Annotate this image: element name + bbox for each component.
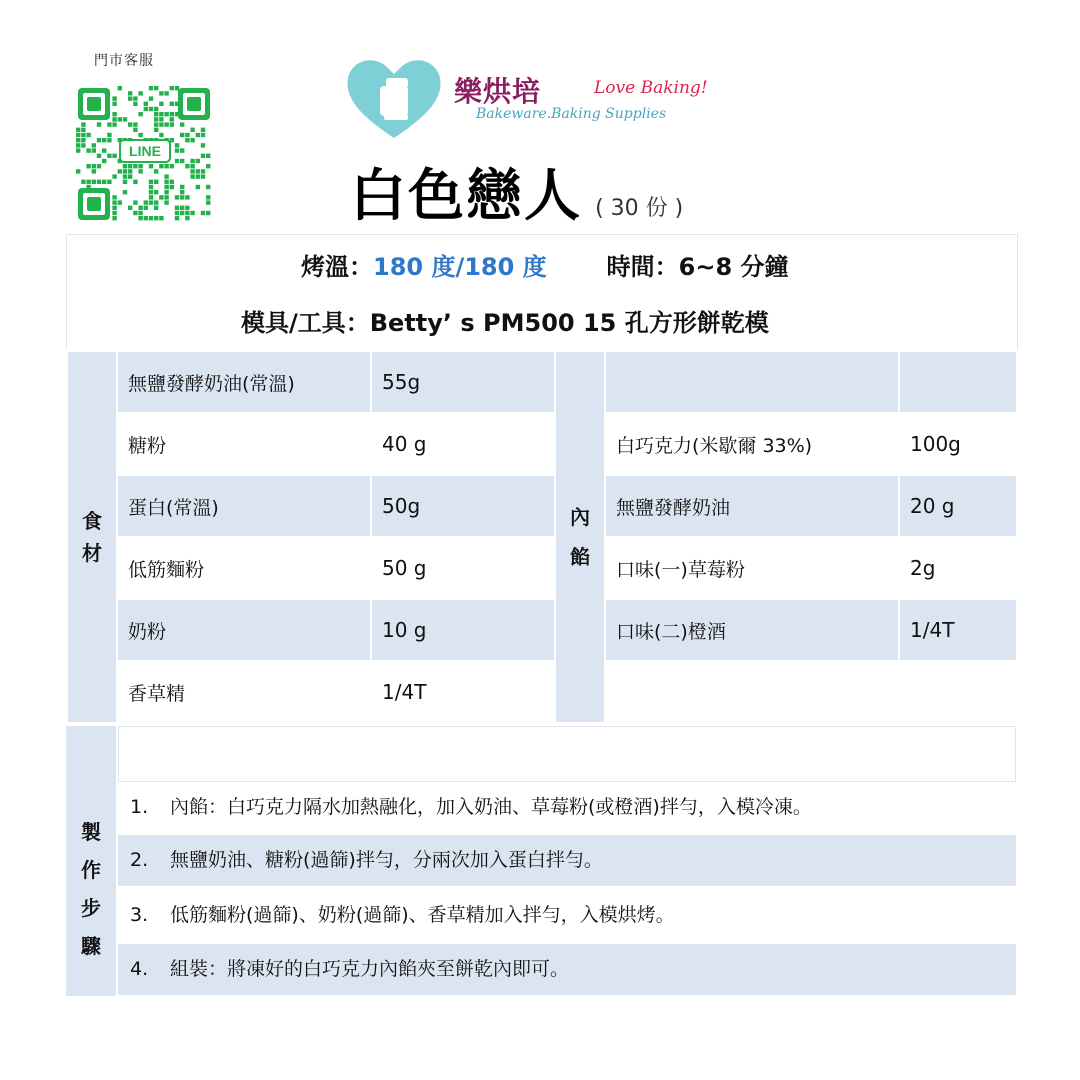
mold-line: [241, 303, 769, 338]
brand-logo: [344, 56, 764, 140]
filling-qty: 100g: [899, 413, 1017, 475]
baking-info: [66, 234, 1018, 351]
filling-label-char: 內: [570, 505, 590, 529]
ingredient-name: 無鹽發酵奶油(常溫): [117, 351, 371, 413]
table-row: [67, 475, 1017, 537]
ingredients-table: [66, 350, 1018, 724]
ingredient-qty: 50g: [371, 475, 555, 537]
ingredient-qty: 10 g: [371, 599, 555, 661]
temp-value: 180 度/180 度: [373, 253, 547, 281]
method-steps: [66, 782, 1016, 996]
servings: ( 30 份 ): [595, 196, 684, 221]
filling-name: 白巧克力(米歇爾 33%): [605, 413, 899, 475]
steps-label-char: 製: [81, 820, 101, 844]
ingredient-qty: 50 g: [371, 537, 555, 599]
time-value: 6~8 分鐘: [678, 253, 789, 281]
filling-qty: 20 g: [899, 475, 1017, 537]
ingredient-qty: 40 g: [371, 413, 555, 475]
ingredient-name: 蛋白(常溫): [117, 475, 371, 537]
ingredient-qty: 1/4T: [371, 661, 555, 723]
filling-qty: [899, 351, 1017, 413]
filling-label: [555, 351, 605, 723]
steps-label-char: 驟: [81, 934, 101, 958]
blank-row-cell: [118, 726, 1016, 782]
temp-time-line: [301, 247, 789, 282]
step-text: 組裝：將凍好的白巧克力內餡夾至餅乾內即可。: [170, 958, 570, 980]
line-badge-text: LINE: [129, 143, 161, 159]
steps-label-char: 步: [81, 896, 101, 920]
ingredients-label-char: 材: [82, 541, 102, 565]
logo-subtitle: Bakeware.Baking Supplies: [476, 106, 667, 122]
ingredients-label-char: 食: [82, 509, 102, 533]
logo-english-slogan: Love Baking!: [594, 78, 708, 98]
ingredients-label: [67, 351, 117, 723]
blank-row: [66, 726, 1016, 782]
mold-value: Betty’ s PM500 15 孔方形餅乾模: [369, 309, 769, 337]
mold-label: 模具/工具：: [241, 309, 370, 337]
filling-label-char: 餡: [570, 545, 590, 569]
step-number: 3.: [130, 904, 149, 926]
step-text: 低筋麵粉(過篩)、奶粉(過篩)、香草精加入拌勻，入模烘烤。: [170, 904, 675, 926]
step-row: [118, 890, 1016, 941]
heart-mixer-icon: [344, 56, 444, 140]
line-qr-block: [76, 50, 216, 159]
step-number: 1.: [130, 796, 149, 818]
step-row: [118, 944, 1016, 995]
step-row: [118, 835, 1016, 886]
table-row: [67, 537, 1017, 599]
table-row: [67, 599, 1017, 661]
time-label: 時間：: [606, 253, 679, 281]
filling-qty: 2g: [899, 537, 1017, 599]
table-row: [67, 661, 1017, 723]
filling-name: [605, 351, 899, 413]
blank-row-side: [66, 726, 118, 782]
step-row: [118, 782, 1016, 833]
ingredient-name: 低筋麵粉: [117, 537, 371, 599]
ingredient-name: 香草精: [117, 661, 371, 723]
step-number: 4.: [130, 958, 149, 980]
qr-caption: 門市客服: [94, 53, 154, 69]
filling-name: 口味(一)草莓粉: [605, 537, 899, 599]
table-row: [67, 413, 1017, 475]
filling-qty: [899, 661, 1017, 723]
step-text: 無鹽奶油、糖粉(過篩)拌勻，分兩次加入蛋白拌勻。: [170, 849, 603, 871]
recipe-title-row: [350, 152, 684, 229]
filling-name: 口味(二)橙酒: [605, 599, 899, 661]
step-number: 2.: [130, 849, 149, 871]
recipe-title: 白色戀人: [350, 164, 582, 229]
logo-chinese-name: 樂烘培: [454, 75, 542, 108]
filling-qty: 1/4T: [899, 599, 1017, 661]
ingredient-name: 奶粉: [117, 599, 371, 661]
step-text: 內餡：白巧克力隔水加熱融化，加入奶油、草莓粉(或橙酒)拌勻，入模冷凍。: [170, 796, 812, 818]
steps-label: [66, 782, 116, 996]
ingredient-qty: 55g: [371, 351, 555, 413]
ingredient-name: 糖粉: [117, 413, 371, 475]
filling-name: 無鹽發酵奶油: [605, 475, 899, 537]
line-qr-code[interactable]: [76, 86, 212, 222]
steps-label-char: 作: [81, 858, 101, 882]
table-row: [67, 351, 1017, 413]
filling-name: [605, 661, 899, 723]
temp-label: 烤溫：: [301, 253, 373, 281]
